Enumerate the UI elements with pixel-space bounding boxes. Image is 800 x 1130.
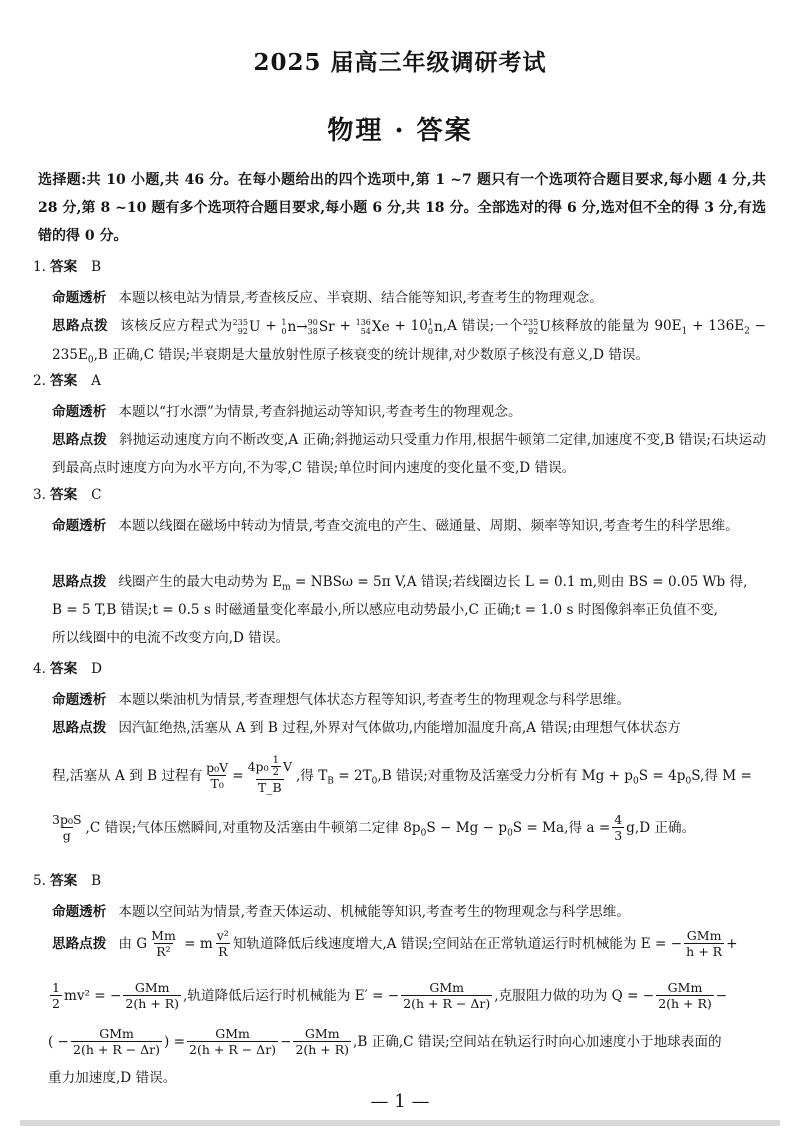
question-4-answer bbox=[33, 658, 102, 680]
nuclide-xe136 bbox=[356, 313, 390, 341]
question-3-design bbox=[52, 512, 766, 540]
answer-label: 答案 bbox=[49, 487, 78, 503]
footer-divider bbox=[20, 1120, 780, 1126]
denominator: R² bbox=[156, 944, 171, 959]
element-symbol: Xe bbox=[371, 318, 390, 335]
design-text: 本题以线圈在磁场中转动为情景,考查交流电的产生、磁通量、周期、频率等知识,考查考生的科学思维。 bbox=[118, 518, 739, 534]
mass-number: 1 bbox=[281, 317, 287, 327]
denominator: 2 bbox=[52, 996, 60, 1011]
fraction bbox=[123, 980, 181, 1011]
subscript: 0 bbox=[87, 355, 94, 366]
hint-text: − bbox=[280, 1034, 292, 1050]
design-text: 本题以核电站为情景,考查核反应、半衰期、结合能等知识,考查考生的物理观念。 bbox=[118, 290, 603, 306]
hint-text: ) = bbox=[164, 1034, 186, 1050]
subscript: B bbox=[327, 776, 334, 787]
subscript: m bbox=[282, 582, 291, 593]
fraction bbox=[187, 1026, 278, 1057]
hint-text: 知轨道降低后线速度增大,A 错误;空间站在正常轨道运行时机械能为 E = − bbox=[232, 936, 683, 952]
atomic-number: 92 bbox=[528, 326, 539, 336]
numerator: p₀V bbox=[206, 760, 229, 775]
subscript: 0 bbox=[633, 776, 639, 787]
hint-text: ( − bbox=[48, 1034, 70, 1050]
answer-label: 答案 bbox=[49, 873, 78, 889]
design-label: 命题透析 bbox=[52, 904, 107, 920]
hint-text: S − Mg − p bbox=[426, 820, 508, 836]
nuclide-neutron-2 bbox=[428, 313, 443, 341]
numerator: GMm bbox=[304, 1026, 340, 1041]
page-number: — 1 — bbox=[370, 1091, 430, 1112]
section-instructions: 选择题:共 10 小题,共 46 分。在每小题给出的四个选项中,第 1 ~7 题只有一个选项符合题目要求,每小题 4 分,共 28 分,第 8 ~10 题有多个选项符合题目要求,每小题 6 分,共 18 分。全部选对的得 6 分,选对但不全的得 3 分,有选错的得 0 分。 bbox=[38, 172, 766, 244]
denominator: 2(h + R) bbox=[125, 996, 179, 1011]
answer-value: B bbox=[91, 259, 102, 275]
hint-text: = m bbox=[179, 936, 213, 952]
operator: + bbox=[265, 318, 277, 334]
hint-text: ,A 错误;一个 bbox=[442, 318, 523, 334]
atomic-number: 92 bbox=[237, 326, 248, 336]
denominator: 2(h + R − Δr) bbox=[403, 996, 491, 1011]
hint-label: 思路点拨 bbox=[52, 936, 107, 952]
design-label: 命题透析 bbox=[52, 518, 107, 534]
denominator: 2 bbox=[272, 767, 279, 778]
hint-text: ,B 正确,C 错误;半衰期是大量放射性原子核衰变的统计规律,对少数原子核没有意义,D 错误。 bbox=[93, 346, 650, 363]
answer-value: D bbox=[91, 661, 103, 677]
mass-number: 90 bbox=[307, 317, 318, 327]
hint-label: 思路点拨 bbox=[52, 574, 107, 590]
answer-label: 答案 bbox=[49, 259, 78, 275]
denominator: h + R bbox=[686, 944, 723, 959]
denominator: 2(h + R − Δr) bbox=[73, 1042, 161, 1057]
hint-label: 思路点拨 bbox=[52, 318, 109, 334]
hint-line bbox=[52, 568, 766, 596]
answer-value: C bbox=[91, 487, 102, 503]
question-3-answer bbox=[33, 484, 102, 506]
numerator: v² bbox=[216, 928, 229, 943]
subject-title: 物理 · 答案 bbox=[327, 116, 473, 146]
denominator: R bbox=[218, 944, 228, 959]
question-5-hint-line-4 bbox=[48, 1064, 762, 1092]
fraction bbox=[293, 1026, 351, 1057]
denominator: 2(h + R) bbox=[295, 1042, 350, 1057]
question-5-hint-line-2 bbox=[48, 976, 762, 1016]
numerator: GMm bbox=[99, 1026, 134, 1041]
question-number: 4. bbox=[33, 661, 46, 677]
hint-text: ,C 错误;气体压燃瞬间,对重物及活塞由牛顿第二定律 8p bbox=[85, 820, 421, 836]
hint-text: 斜抛运动速度方向不断改变,A 正确;斜抛运动只受重力作用,根据牛顿第二定律,加速度不变,B 错误;石块运动到最高点时速度方向为水平方向,不为零,C 错误;单位时间内速度的变化量不变,D 错误。 bbox=[52, 432, 767, 476]
mass-number: 235 bbox=[522, 317, 539, 327]
design-label: 命题透析 bbox=[52, 290, 107, 306]
subscript: 1 bbox=[681, 326, 688, 337]
question-1-answer bbox=[33, 256, 101, 278]
denominator: g bbox=[62, 828, 71, 843]
question-3-hint bbox=[52, 568, 766, 652]
denominator: 2(h + R) bbox=[658, 996, 712, 1011]
operator: = bbox=[232, 768, 244, 784]
hint-text: ,轨道降低后运行时机械能为 E′ = − bbox=[183, 988, 400, 1004]
design-label: 命题透析 bbox=[52, 404, 107, 420]
numerator-part: 4p₀ bbox=[247, 759, 269, 774]
mass-number: 235 bbox=[232, 317, 248, 327]
nuclide-u235-2 bbox=[523, 313, 551, 341]
design-text: 本题以柴油机为情景,考查理想气体状态方程等知识,考查考生的物理观念与科学思维。 bbox=[118, 692, 630, 708]
hint-text: − bbox=[715, 988, 728, 1004]
element-symbol: Sr bbox=[318, 318, 335, 335]
numerator: GMm bbox=[429, 980, 465, 995]
question-5-hint bbox=[52, 924, 766, 964]
question-5-answer bbox=[33, 870, 101, 892]
hint-text: = NBSω = 5π V,A 错误;若线圈边长 L = 0.1 m,则由 BS = 0.05 Wb 得, bbox=[290, 574, 748, 590]
question-5-hint-line-3 bbox=[48, 1022, 762, 1062]
numerator: GMm bbox=[667, 980, 703, 995]
denominator: T_B bbox=[257, 780, 282, 795]
question-number: 5. bbox=[33, 873, 46, 889]
numerator: 4 bbox=[614, 812, 623, 827]
mass-number: 136 bbox=[355, 317, 371, 327]
question-4-hint-formula-line bbox=[52, 756, 766, 796]
exam-title: 2025 届高三年级调研考试 bbox=[253, 49, 547, 76]
fraction bbox=[401, 980, 492, 1011]
hint-text: 因汽缸绝热,活塞从 A 到 B 过程,外界对气体做功,内能增加温度升高,A 错误;由理想气体状态方 bbox=[118, 720, 681, 736]
hint-text: ,B 正确,C 错误;空间站在轨运行时向心加速度小于地球表面的 bbox=[353, 1034, 722, 1050]
numerator: GMm bbox=[686, 928, 722, 943]
hint-text: 重力加速度,D 错误。 bbox=[48, 1070, 177, 1086]
hint-text: = 2T bbox=[333, 768, 372, 784]
question-4-design bbox=[52, 686, 766, 714]
denominator: 2(h + R − Δr) bbox=[189, 1042, 277, 1057]
element-symbol: U bbox=[248, 318, 261, 335]
hint-text: g,D 正确。 bbox=[626, 820, 696, 836]
hint-text: 由 G bbox=[118, 936, 148, 952]
element-symbol: U bbox=[539, 318, 551, 335]
mass-number: 1 bbox=[427, 317, 434, 327]
element-symbol: n→ bbox=[287, 318, 308, 335]
element-symbol: n bbox=[434, 318, 443, 335]
nuclide-sr90 bbox=[308, 313, 335, 341]
hint-text: 该核反应方程式为 bbox=[120, 318, 233, 334]
answer-value: B bbox=[91, 873, 102, 889]
hint-text: ,得 T bbox=[295, 768, 328, 784]
design-text: 本题以空间站为情景,考查天体运动、机械能等知识,考查考生的物理观念与科学思维。 bbox=[118, 904, 630, 920]
subscript: 2 bbox=[744, 326, 750, 337]
hint-text: S,得 M = bbox=[691, 768, 752, 784]
fraction-half bbox=[271, 755, 281, 778]
subscript: 0 bbox=[420, 828, 427, 839]
atomic-number: 38 bbox=[307, 326, 318, 336]
hint-text: 线圈产生的最大电动势为 E bbox=[118, 574, 283, 590]
question-2-hint bbox=[52, 426, 766, 482]
hint-text: 程,活塞从 A 到 B 过程有 bbox=[52, 768, 203, 784]
fraction-nested bbox=[246, 756, 294, 795]
hint-text: + 136E bbox=[687, 318, 745, 334]
hint-line: 所以线圈中的电流不改变方向,D 错误。 bbox=[52, 630, 290, 646]
hint-label: 思路点拨 bbox=[52, 720, 107, 736]
nuclide-neutron bbox=[281, 313, 307, 341]
hint-text: mv² = − bbox=[63, 988, 122, 1004]
subscript: 0 bbox=[507, 828, 513, 839]
question-number: 2. bbox=[33, 373, 46, 389]
numerator: GMm bbox=[134, 980, 170, 995]
atomic-number: 0 bbox=[281, 326, 287, 336]
hint-label: 思路点拨 bbox=[52, 432, 108, 448]
fraction bbox=[656, 980, 714, 1011]
fraction bbox=[50, 812, 84, 843]
operator: + bbox=[339, 318, 351, 334]
hint-text: S = Ma,得 a = bbox=[512, 820, 611, 836]
hint-text: 核释放的能量为 90E bbox=[550, 318, 682, 334]
design-label: 命题透析 bbox=[52, 692, 107, 708]
hint-text: ,B 错误;对重物及活塞受力分析有 Mg + p bbox=[377, 768, 634, 784]
hint-text: ,克服阻力做的功为 Q = − bbox=[494, 988, 655, 1004]
question-5-design bbox=[52, 898, 766, 926]
atomic-number: 0 bbox=[427, 326, 434, 336]
numerator: GMm bbox=[215, 1026, 250, 1041]
hint-line bbox=[52, 714, 766, 742]
question-number: 3. bbox=[33, 487, 46, 503]
hint-text: − 235E bbox=[52, 318, 767, 363]
answer-value: A bbox=[91, 373, 101, 389]
fraction bbox=[149, 928, 178, 959]
question-4-hint bbox=[52, 714, 766, 742]
answer-label: 答案 bbox=[49, 373, 78, 389]
question-number: 1. bbox=[33, 259, 46, 275]
numerator: 1 bbox=[52, 980, 60, 995]
answer-label: 答案 bbox=[49, 661, 78, 677]
nuclide-u235 bbox=[233, 313, 261, 341]
fraction bbox=[204, 760, 230, 791]
fraction bbox=[612, 812, 624, 843]
hint-text: + bbox=[726, 936, 738, 952]
hint-text: S = 4p bbox=[638, 768, 686, 784]
subscript: 0 bbox=[371, 776, 378, 787]
subscript: 0 bbox=[685, 776, 692, 787]
fraction bbox=[71, 1026, 162, 1057]
question-4-hint-line-3 bbox=[48, 808, 762, 848]
fraction bbox=[684, 928, 724, 959]
fraction bbox=[50, 980, 62, 1011]
numerator: Mm bbox=[151, 928, 176, 943]
question-2-answer bbox=[33, 370, 101, 392]
hint-line: B = 5 T,B 错误;t = 0.5 s 时磁通量变化率最小,所以感应电动势最小,C 正确;t = 1.0 s 时图像斜率正负值不变, bbox=[52, 602, 718, 618]
question-1-design bbox=[52, 284, 766, 312]
numerator-part: V bbox=[282, 759, 292, 774]
denominator: 3 bbox=[614, 828, 623, 843]
fraction bbox=[215, 928, 231, 959]
numerator bbox=[246, 756, 294, 779]
numerator: 3p₀S bbox=[52, 812, 82, 827]
numerator: 1 bbox=[272, 755, 279, 766]
denominator: T₀ bbox=[210, 776, 224, 791]
question-1-hint bbox=[52, 312, 766, 369]
atomic-number: 54 bbox=[360, 326, 371, 336]
question-2-design bbox=[52, 398, 766, 426]
design-text: 本题以“打水漂”为情景,考查斜抛运动等知识,考查考生的物理观念。 bbox=[118, 404, 522, 420]
coefficient: + 10 bbox=[394, 318, 428, 334]
